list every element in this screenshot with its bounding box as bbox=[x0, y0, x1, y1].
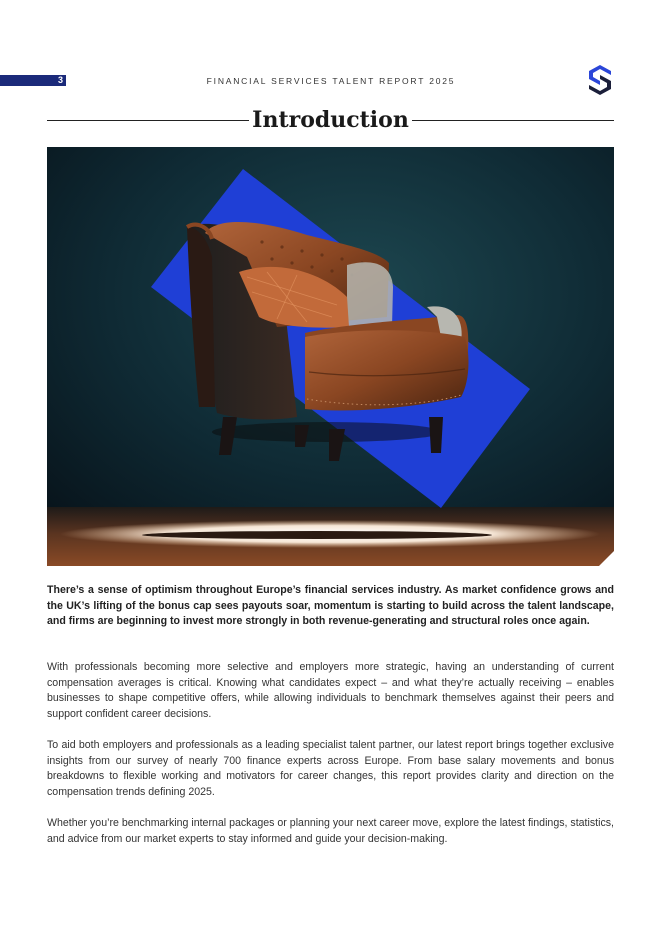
title-rule-right bbox=[412, 120, 614, 121]
page-number: 3 bbox=[57, 75, 63, 85]
report-title: FINANCIAL SERVICES TALENT REPORT 2025 bbox=[206, 76, 456, 86]
section-title: Introduction bbox=[252, 107, 409, 133]
body-paragraph: To aid both employers and professionals as a leading specialist talent partner, our latest report brings together exclusive insights from our survey of nearly 700 finance experts across Europe. From base salary movements and bonus breakdowns to flexible working and motivators for career changes, this report provides clarity and direction on the compensation trends defining 2025. bbox=[47, 739, 614, 798]
intro-lead-paragraph: There’s a sense of optimism throughout Europe’s financial services industry. As market confidence grows and the UK’s lifting of the bonus cap sees payouts soar, momentum is starting to build across the talent landscape, and firms are beginning to invest more strongly in both revenue-generating and structural roles once again. bbox=[47, 584, 614, 628]
hero-image bbox=[47, 147, 614, 566]
body-paragraph: With professionals becoming more selective and employers more strategic, having an understanding of current compensation averages is critical. Knowing what candidates expect – and what they’re actually receiving – enables businesses to shape competitive offers, while allowing individuals to benchmark themselves against their peers and support confident career decisions. bbox=[47, 661, 614, 720]
section-header bbox=[47, 104, 614, 136]
body-paragraph: Whether you’re benchmarking internal packages or planning your next career move, explore the latest findings, statistics, and advice from our market experts to stay informed and guide your decision-making. bbox=[47, 817, 614, 845]
armchair-photo bbox=[47, 147, 614, 566]
brand-s-logo-icon bbox=[586, 64, 614, 96]
